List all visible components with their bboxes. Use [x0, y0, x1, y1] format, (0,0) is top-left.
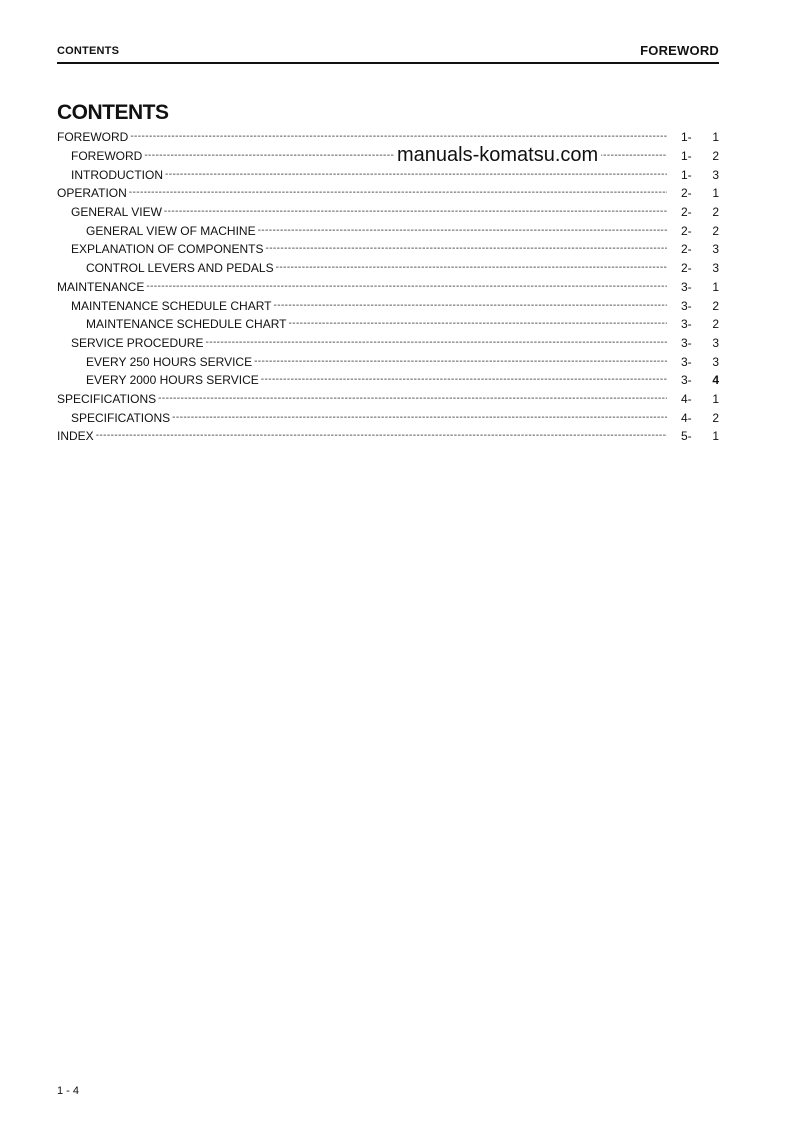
toc-chapter-number: 1- [681, 167, 692, 182]
toc-page-ref [667, 429, 719, 443]
toc-entry[interactable] [57, 184, 719, 203]
toc-entry[interactable] [57, 408, 719, 427]
toc-entry-label: OPERATION [57, 186, 127, 201]
toc-chapter-number: 5- [681, 429, 692, 444]
toc-leader-dashes [273, 301, 667, 311]
toc-leader-dashes [261, 375, 667, 385]
toc-page-ref [667, 168, 719, 182]
toc-page-ref [667, 280, 719, 294]
toc-leader-dashes [129, 188, 667, 198]
toc-entry[interactable] [57, 240, 719, 259]
toc-leader-dashes [158, 394, 667, 404]
toc-entry[interactable] [57, 147, 719, 166]
toc-chapter-number: 2- [681, 186, 692, 201]
toc-entry[interactable] [57, 278, 719, 297]
toc-chapter-number: 4- [681, 410, 692, 425]
toc-entry-label: SPECIFICATIONS [71, 410, 171, 425]
toc-entry[interactable] [57, 128, 719, 147]
toc-page-number: 1 [712, 130, 719, 145]
toc-leader-dashes [172, 413, 667, 423]
toc-page-number: 3 [712, 167, 719, 182]
toc-chapter-number: 2- [681, 261, 692, 276]
toc-leader-dashes [205, 338, 667, 348]
toc-entry-label: INTRODUCTION [71, 167, 163, 182]
toc-page-ref [667, 242, 719, 256]
toc-page-number: 2 [712, 298, 719, 313]
toc-entry-label: FOREWORD [71, 149, 143, 164]
toc-leader-dashes [165, 170, 667, 180]
toc-entry[interactable] [57, 371, 719, 390]
toc-entry-label: MAINTENANCE SCHEDULE CHART [71, 298, 272, 313]
toc-leader-dashes [96, 431, 667, 441]
toc-page-number: 2 [712, 223, 719, 238]
toc-entry-label: INDEX [57, 429, 94, 444]
toc-chapter-number: 2- [681, 205, 692, 220]
toc-leader-dashes [254, 357, 667, 367]
toc-page-ref [667, 336, 719, 350]
toc-entry[interactable] [57, 427, 719, 446]
toc-entry-label: MAINTENANCE [57, 279, 145, 294]
toc-entry-label: GENERAL VIEW OF MACHINE [86, 223, 256, 238]
toc-entry-label: EVERY 2000 HOURS SERVICE [86, 373, 259, 388]
toc-entry[interactable] [57, 165, 719, 184]
toc-page-ref [667, 392, 719, 406]
toc-page-ref [667, 130, 719, 144]
toc-leader-dashes [276, 263, 667, 273]
toc-page-number: 3 [712, 242, 719, 257]
toc-page-ref [667, 299, 719, 313]
toc-page-number: 4 [712, 373, 719, 388]
toc-page-ref [667, 373, 719, 387]
toc-chapter-number: 1- [681, 149, 692, 164]
toc-page-ref [667, 355, 719, 369]
toc-chapter-number: 2- [681, 242, 692, 257]
toc-entry[interactable] [57, 221, 719, 240]
toc-page-number: 1 [712, 186, 719, 201]
toc-page-number: 3 [712, 335, 719, 350]
toc-leader-dashes [164, 207, 667, 217]
toc-page-number: 3 [712, 261, 719, 276]
toc-chapter-number: 3- [681, 279, 692, 294]
header-chapter-label: FOREWORD [640, 43, 719, 58]
toc-leader-dashes [265, 244, 667, 254]
toc-page-number: 2 [712, 410, 719, 425]
toc-entry-label: CONTROL LEVERS AND PEDALS [86, 261, 274, 276]
toc-leader-dashes [146, 282, 667, 292]
toc-entry-label: EXPLANATION OF COMPONENTS [71, 242, 264, 257]
toc-leader-dashes [288, 319, 667, 329]
toc-chapter-number: 4- [681, 391, 692, 406]
watermark-text: manuals-komatsu.com [394, 144, 601, 167]
toc-page-ref [667, 224, 719, 238]
toc-leader-dashes [258, 226, 667, 236]
table-of-contents [57, 128, 719, 446]
toc-page-ref [667, 317, 719, 331]
toc-chapter-number: 3- [681, 354, 692, 369]
toc-page-number: 1 [712, 429, 719, 444]
footer-page-number: 1 - 4 [57, 1085, 80, 1097]
toc-page-number: 1 [712, 279, 719, 294]
toc-entry[interactable] [57, 203, 719, 222]
toc-page-ref [667, 205, 719, 219]
page-header [57, 42, 719, 64]
toc-entry[interactable] [57, 315, 719, 334]
toc-page-ref [667, 186, 719, 200]
header-section-label: CONTENTS [57, 45, 120, 57]
toc-entry[interactable] [57, 390, 719, 409]
toc-chapter-number: 3- [681, 335, 692, 350]
toc-page-ref [667, 149, 719, 163]
page-title: CONTENTS [57, 101, 169, 124]
toc-leader-dashes [130, 132, 667, 142]
toc-page-number: 1 [712, 391, 719, 406]
toc-page-number: 2 [712, 149, 719, 164]
toc-entry-label: MAINTENANCE SCHEDULE CHART [86, 317, 287, 332]
toc-page-number: 2 [712, 205, 719, 220]
toc-chapter-number: 1- [681, 130, 692, 145]
toc-entry[interactable] [57, 352, 719, 371]
toc-chapter-number: 3- [681, 298, 692, 313]
toc-page-number: 2 [712, 317, 719, 332]
toc-entry-label: GENERAL VIEW [71, 205, 162, 220]
toc-page-number: 3 [712, 354, 719, 369]
toc-chapter-number: 2- [681, 223, 692, 238]
toc-page-ref [667, 411, 719, 425]
toc-entry-label: FOREWORD [57, 130, 129, 145]
toc-chapter-number: 3- [681, 317, 692, 332]
toc-entry[interactable] [57, 259, 719, 278]
toc-page-ref [667, 261, 719, 275]
toc-chapter-number: 3- [681, 373, 692, 388]
toc-entry-label: SPECIFICATIONS [57, 391, 157, 406]
toc-entry-label: EVERY 250 HOURS SERVICE [86, 354, 253, 369]
toc-entry-label: SERVICE PROCEDURE [71, 335, 204, 350]
toc-entry[interactable] [57, 334, 719, 353]
toc-entry[interactable] [57, 296, 719, 315]
